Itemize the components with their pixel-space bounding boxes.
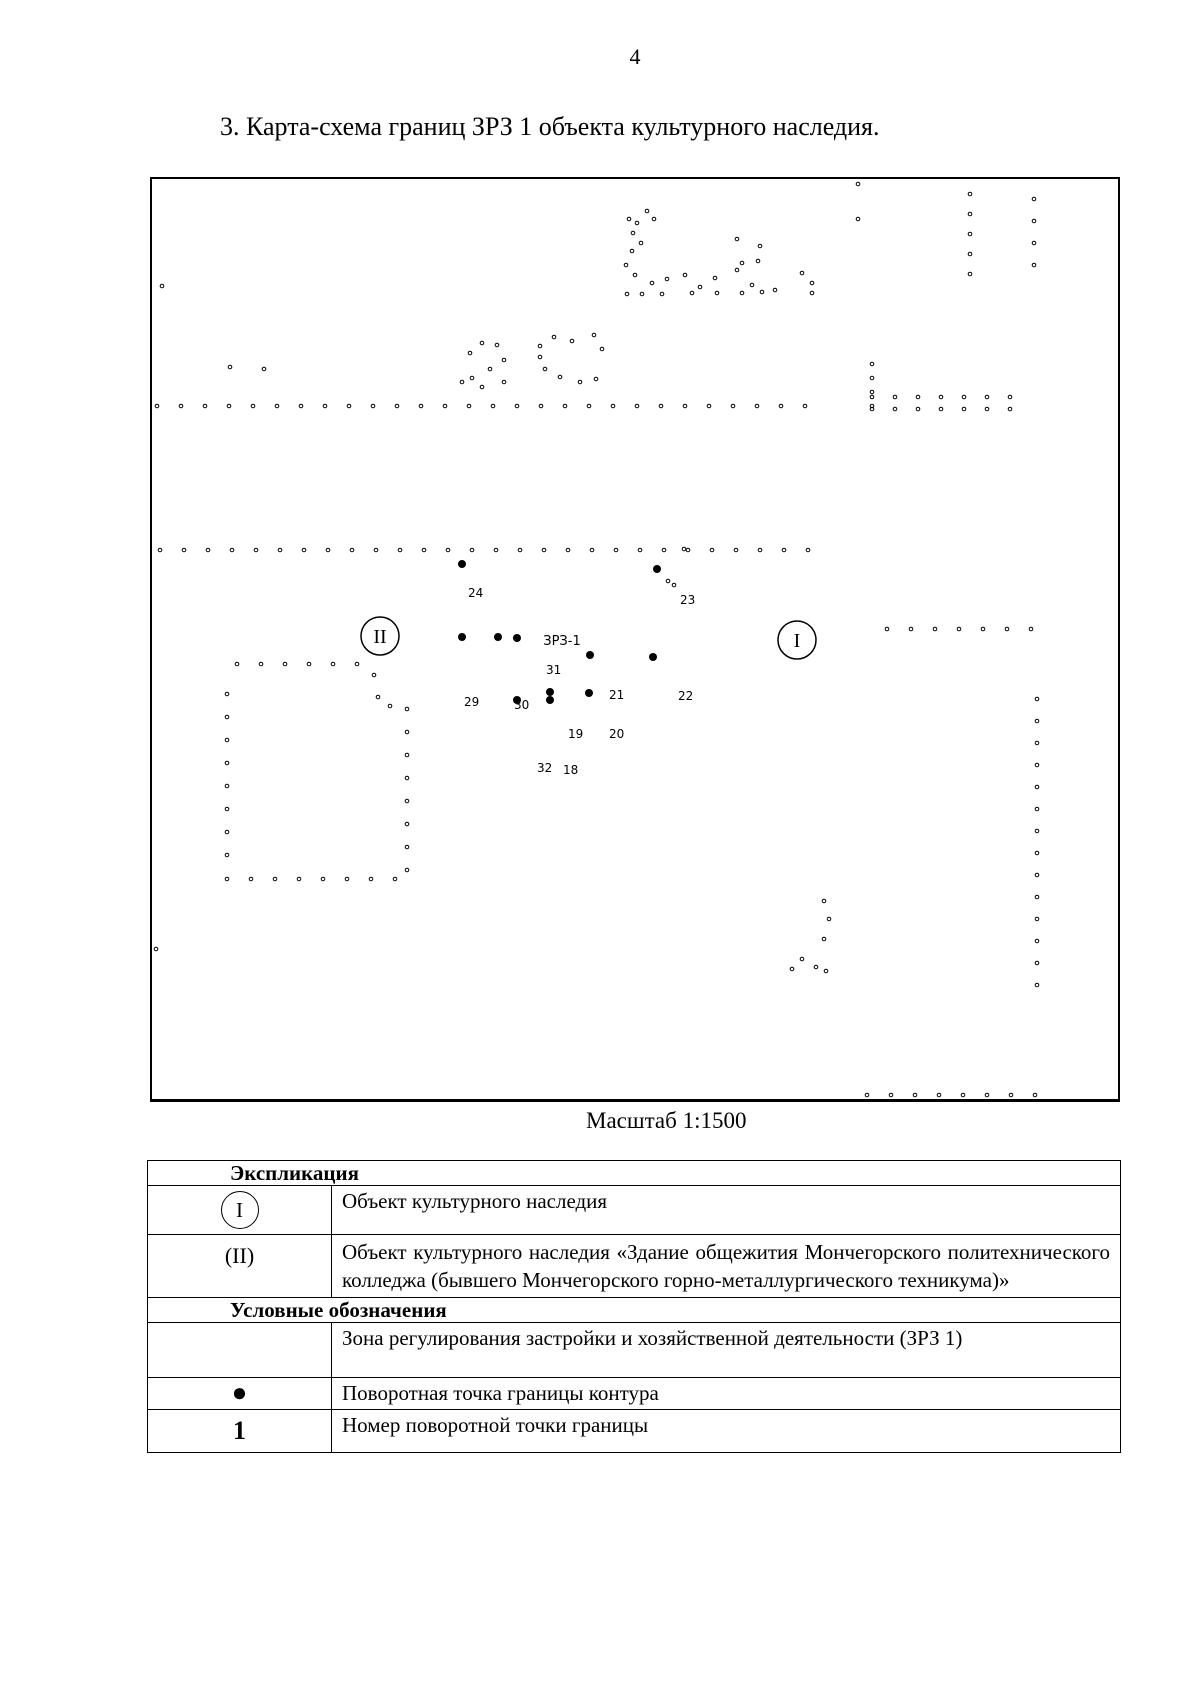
map-dot [870, 395, 874, 399]
map-dot [865, 1093, 869, 1097]
map-dot [1035, 873, 1039, 877]
map-dot [614, 548, 618, 552]
turning-point [494, 633, 502, 641]
map-dot [810, 291, 814, 295]
legend-text: Поворотная точка границы контура [332, 1378, 1121, 1410]
map-dot [446, 548, 450, 552]
background-dots [154, 182, 1039, 1097]
legend-symbol-cell [148, 1235, 332, 1298]
map-dot [262, 367, 266, 371]
map-dot [810, 281, 814, 285]
map-dot [939, 407, 943, 411]
map-dot [758, 548, 762, 552]
map-dot [1035, 917, 1039, 921]
map-dot [552, 335, 556, 339]
legend-table [147, 1160, 1121, 1453]
object-II-label: II [373, 626, 387, 648]
map-dot [563, 404, 567, 408]
map-dot [961, 1093, 965, 1097]
turning-point [513, 634, 521, 642]
map-dot [1032, 263, 1036, 267]
map-dot [1008, 407, 1012, 411]
map-dot [225, 830, 229, 834]
map-dot [756, 259, 760, 263]
map-dot [590, 548, 594, 552]
map-dot [388, 704, 392, 708]
map-dot [254, 548, 258, 552]
map-dot [228, 365, 232, 369]
map-dot [443, 404, 447, 408]
map-dot [405, 730, 409, 734]
map-dot [939, 395, 943, 399]
point-label-23: 23 [680, 593, 696, 607]
map-dot [870, 376, 874, 380]
legend-row [148, 1410, 1121, 1453]
legend-text: Объект культурного наследия [332, 1186, 1121, 1235]
map-dot [275, 404, 279, 408]
map-dot [1035, 829, 1039, 833]
map-dot [393, 877, 397, 881]
map-dot [376, 695, 380, 699]
map-dot [251, 404, 255, 408]
map-dot [625, 292, 629, 296]
map-dot [968, 232, 972, 236]
map-dot [909, 627, 913, 631]
point-label-30: 30 [514, 698, 530, 712]
map-dot [225, 738, 229, 742]
map-dot [985, 1093, 989, 1097]
map-dot [587, 404, 591, 408]
map-dot [962, 407, 966, 411]
map-dot [824, 969, 828, 973]
map-dot [518, 548, 522, 552]
map-dot [249, 877, 253, 881]
map-dot [203, 404, 207, 408]
map-dot [405, 799, 409, 803]
point-number-symbol: 1 [233, 1416, 246, 1445]
map-dot [645, 209, 649, 213]
point-label-20: 20 [609, 727, 625, 741]
map-dot [1035, 807, 1039, 811]
map-dot [893, 395, 897, 399]
map-dot [659, 404, 663, 408]
object-II-mark [361, 617, 399, 655]
map-dot [345, 877, 349, 881]
map-dot [1035, 785, 1039, 789]
map-dot [592, 333, 596, 337]
turning-point [649, 653, 657, 661]
point-label-32: 32 [537, 761, 553, 775]
map-dot [323, 404, 327, 408]
map-dot [331, 662, 335, 666]
map-dot [488, 367, 492, 371]
map-dot [299, 404, 303, 408]
map-dot [182, 548, 186, 552]
map-dot [1032, 197, 1036, 201]
map-frame [150, 177, 1120, 1102]
map-dot [1033, 1093, 1037, 1097]
map-dot [179, 404, 183, 408]
legend-text: Номер поворотной точки границы [332, 1410, 1121, 1453]
map-dot [395, 404, 399, 408]
map-dot [1009, 1093, 1013, 1097]
map-dot [297, 877, 301, 881]
map-dot [347, 404, 351, 408]
map-dot [371, 404, 375, 408]
map-dot [543, 367, 547, 371]
map-dot [1032, 219, 1036, 223]
map-dot [822, 899, 826, 903]
map-dot [803, 404, 807, 408]
map-dot [814, 965, 818, 969]
map-dot [372, 673, 376, 677]
map-dot [937, 1093, 941, 1097]
turning-point [653, 565, 661, 573]
conventions-header: Условные обозначения [148, 1298, 1121, 1323]
map-dot [1035, 763, 1039, 767]
map-dot [600, 347, 604, 351]
map-dot [321, 877, 325, 881]
page-heading: 3. Карта-схема границ ЗРЗ 1 объекта культурного наследия. [220, 112, 880, 141]
map-dot [374, 548, 378, 552]
turning-point [585, 689, 593, 697]
turning-point [458, 560, 466, 568]
map-dot [273, 877, 277, 881]
map-dot [806, 548, 810, 552]
turning-point-symbol: ● [231, 1378, 248, 1407]
map-dot [225, 877, 229, 881]
map-dot [735, 237, 739, 241]
map-dot [470, 376, 474, 380]
map-dot [154, 947, 158, 951]
map-dot [660, 292, 664, 296]
map-dot [542, 548, 546, 552]
map-dot [578, 380, 582, 384]
map-dot [755, 404, 759, 408]
map-dot [707, 404, 711, 408]
map-dot [611, 404, 615, 408]
map-dot [913, 1093, 917, 1097]
map-dot [502, 380, 506, 384]
map-dot [422, 548, 426, 552]
conventions-header-row [148, 1298, 1121, 1323]
map-dot [740, 261, 744, 265]
map-dot [635, 404, 639, 408]
map-dot [635, 221, 639, 225]
map-dot [283, 662, 287, 666]
map-dot [235, 662, 239, 666]
map-dot [495, 343, 499, 347]
legend-symbol-cell [148, 1186, 332, 1235]
map-dot [652, 217, 656, 221]
map-dot [491, 404, 495, 408]
map-dot [710, 548, 714, 552]
map-dot [566, 548, 570, 552]
map-dot [683, 404, 687, 408]
point-label-19: 19 [568, 727, 584, 741]
legend-row [148, 1186, 1121, 1235]
map-dot [627, 217, 631, 221]
map-dot [225, 715, 229, 719]
map-dot [631, 231, 635, 235]
point-label-18: 18 [563, 763, 579, 777]
map-dot [405, 845, 409, 849]
map-dot [480, 385, 484, 389]
turning-point [458, 633, 466, 641]
map-dot [206, 548, 210, 552]
map-dot [538, 344, 542, 348]
map-dot [1035, 697, 1039, 701]
map-dot [1005, 627, 1009, 631]
map-dot [962, 395, 966, 399]
map-dot [470, 548, 474, 552]
map-dot [468, 351, 472, 355]
map-dot [225, 761, 229, 765]
map-dot [690, 291, 694, 295]
map-dot [870, 362, 874, 366]
map-dot [968, 252, 972, 256]
map-dot [633, 273, 637, 277]
point-label-22: 22 [678, 689, 694, 703]
map-dot [968, 212, 972, 216]
map-dot [985, 395, 989, 399]
legend-symbol-cell [148, 1378, 332, 1410]
map-dot [800, 957, 804, 961]
map-dot [985, 407, 989, 411]
page-number: 4 [629, 44, 641, 69]
map-dot [502, 358, 506, 362]
legend-text: Объект культурного наследия «Здание общежития Мончегорского политехнического колледжа (бывшего Мончегорского горно-металлургического техникума)» [332, 1235, 1121, 1298]
map-dot [650, 281, 654, 285]
point-label-21: 21 [609, 688, 625, 702]
map-dot [355, 662, 359, 666]
legend-row [148, 1378, 1121, 1410]
map-dot [981, 627, 985, 631]
map-dot [1035, 741, 1039, 745]
map-dot [515, 404, 519, 408]
map-dot [230, 548, 234, 552]
legend-symbol-cell [148, 1410, 332, 1453]
map-dot [405, 707, 409, 711]
map-dot [570, 339, 574, 343]
map-dot [782, 548, 786, 552]
map-dot [467, 404, 471, 408]
legend-row [148, 1235, 1121, 1298]
object-I-label: I [793, 630, 801, 652]
map-dot [405, 776, 409, 780]
point-label-24: 24 [468, 586, 484, 600]
map-dot [713, 276, 717, 280]
boundary-points [458, 560, 661, 704]
map-dot [760, 290, 764, 294]
map-dot [1035, 851, 1039, 855]
map-dot [1035, 719, 1039, 723]
map-dot [672, 583, 676, 587]
turning-point [546, 688, 554, 696]
map-dot [916, 407, 920, 411]
map-dot [225, 692, 229, 696]
map-dot [734, 548, 738, 552]
map-dot [1035, 895, 1039, 899]
map-dot [638, 548, 642, 552]
map-dot [893, 407, 897, 411]
map-dot [1035, 939, 1039, 943]
map-dot [1029, 627, 1033, 631]
map-dot [405, 753, 409, 757]
map-dot [856, 217, 860, 221]
map-dot [750, 283, 754, 287]
map-dot [558, 375, 562, 379]
explication-header: Экспликация [148, 1161, 1121, 1186]
map-dot [735, 268, 739, 272]
map-dot [1032, 241, 1036, 245]
map-dot [494, 548, 498, 552]
map-dot [307, 662, 311, 666]
map-dot [350, 548, 354, 552]
map-dot [822, 937, 826, 941]
object-I-symbol: I [221, 1191, 259, 1229]
map-dot [302, 548, 306, 552]
map-dot [916, 395, 920, 399]
map-dot [225, 853, 229, 857]
map-dot [957, 627, 961, 631]
map-scale: Масштаб 1:1500 [586, 1108, 747, 1133]
map-dot [827, 917, 831, 921]
zone-symbol [148, 1323, 332, 1378]
map-dot [665, 277, 669, 281]
map-dot [773, 288, 777, 292]
map-dot [225, 784, 229, 788]
turning-point [586, 651, 594, 659]
map-dot [640, 292, 644, 296]
map-dot [698, 285, 702, 289]
map-dot [594, 377, 598, 381]
object-II-symbol: (II) [224, 1243, 255, 1268]
map-dot [800, 271, 804, 275]
map-dot [405, 868, 409, 872]
map-dot [624, 263, 628, 267]
map-dot [758, 244, 762, 248]
map-dot [1008, 395, 1012, 399]
map-dot [225, 807, 229, 811]
map-dot [790, 967, 794, 971]
map-dot [278, 548, 282, 552]
map-dot [968, 192, 972, 196]
map-dot [326, 548, 330, 552]
point-label-29: 29 [464, 695, 480, 709]
map-dot [715, 291, 719, 295]
map-dot [419, 404, 423, 408]
map-dot [480, 341, 484, 345]
map-dot [885, 627, 889, 631]
map-dot [259, 662, 263, 666]
object-I-mark [778, 621, 816, 659]
map-dot [398, 548, 402, 552]
map-dot [405, 822, 409, 826]
map-dot [686, 548, 690, 552]
map-dot [683, 273, 687, 277]
legend-text: Зона регулирования застройки и хозяйственной деятельности (ЗРЗ 1) [332, 1323, 1121, 1378]
map-dot [460, 380, 464, 384]
map-dot [933, 627, 937, 631]
map-dot [1035, 961, 1039, 965]
turning-point [546, 696, 554, 704]
map-dot [968, 272, 972, 276]
map-dot [369, 877, 373, 881]
map-dot [889, 1093, 893, 1097]
map-dot [538, 355, 542, 359]
map-dot [160, 284, 164, 288]
point-label-31: 31 [546, 663, 562, 677]
map-dot [666, 579, 670, 583]
zone-label: ЗРЗ-1 [543, 634, 581, 649]
map-dot [731, 404, 735, 408]
map-dot [779, 404, 783, 408]
map-dot [639, 241, 643, 245]
legend-row [148, 1323, 1121, 1378]
map-dot [662, 548, 666, 552]
map-dot [740, 291, 744, 295]
map-dot [155, 404, 159, 408]
map-dot [870, 390, 874, 394]
map-dot [856, 182, 860, 186]
map-dot [158, 548, 162, 552]
explication-header-row [148, 1161, 1121, 1186]
map-dot [630, 249, 634, 253]
map-dot [1035, 983, 1039, 987]
map-dot [682, 547, 686, 551]
map-dot [227, 404, 231, 408]
map-dot [539, 404, 543, 408]
map-canvas [152, 179, 1118, 1099]
